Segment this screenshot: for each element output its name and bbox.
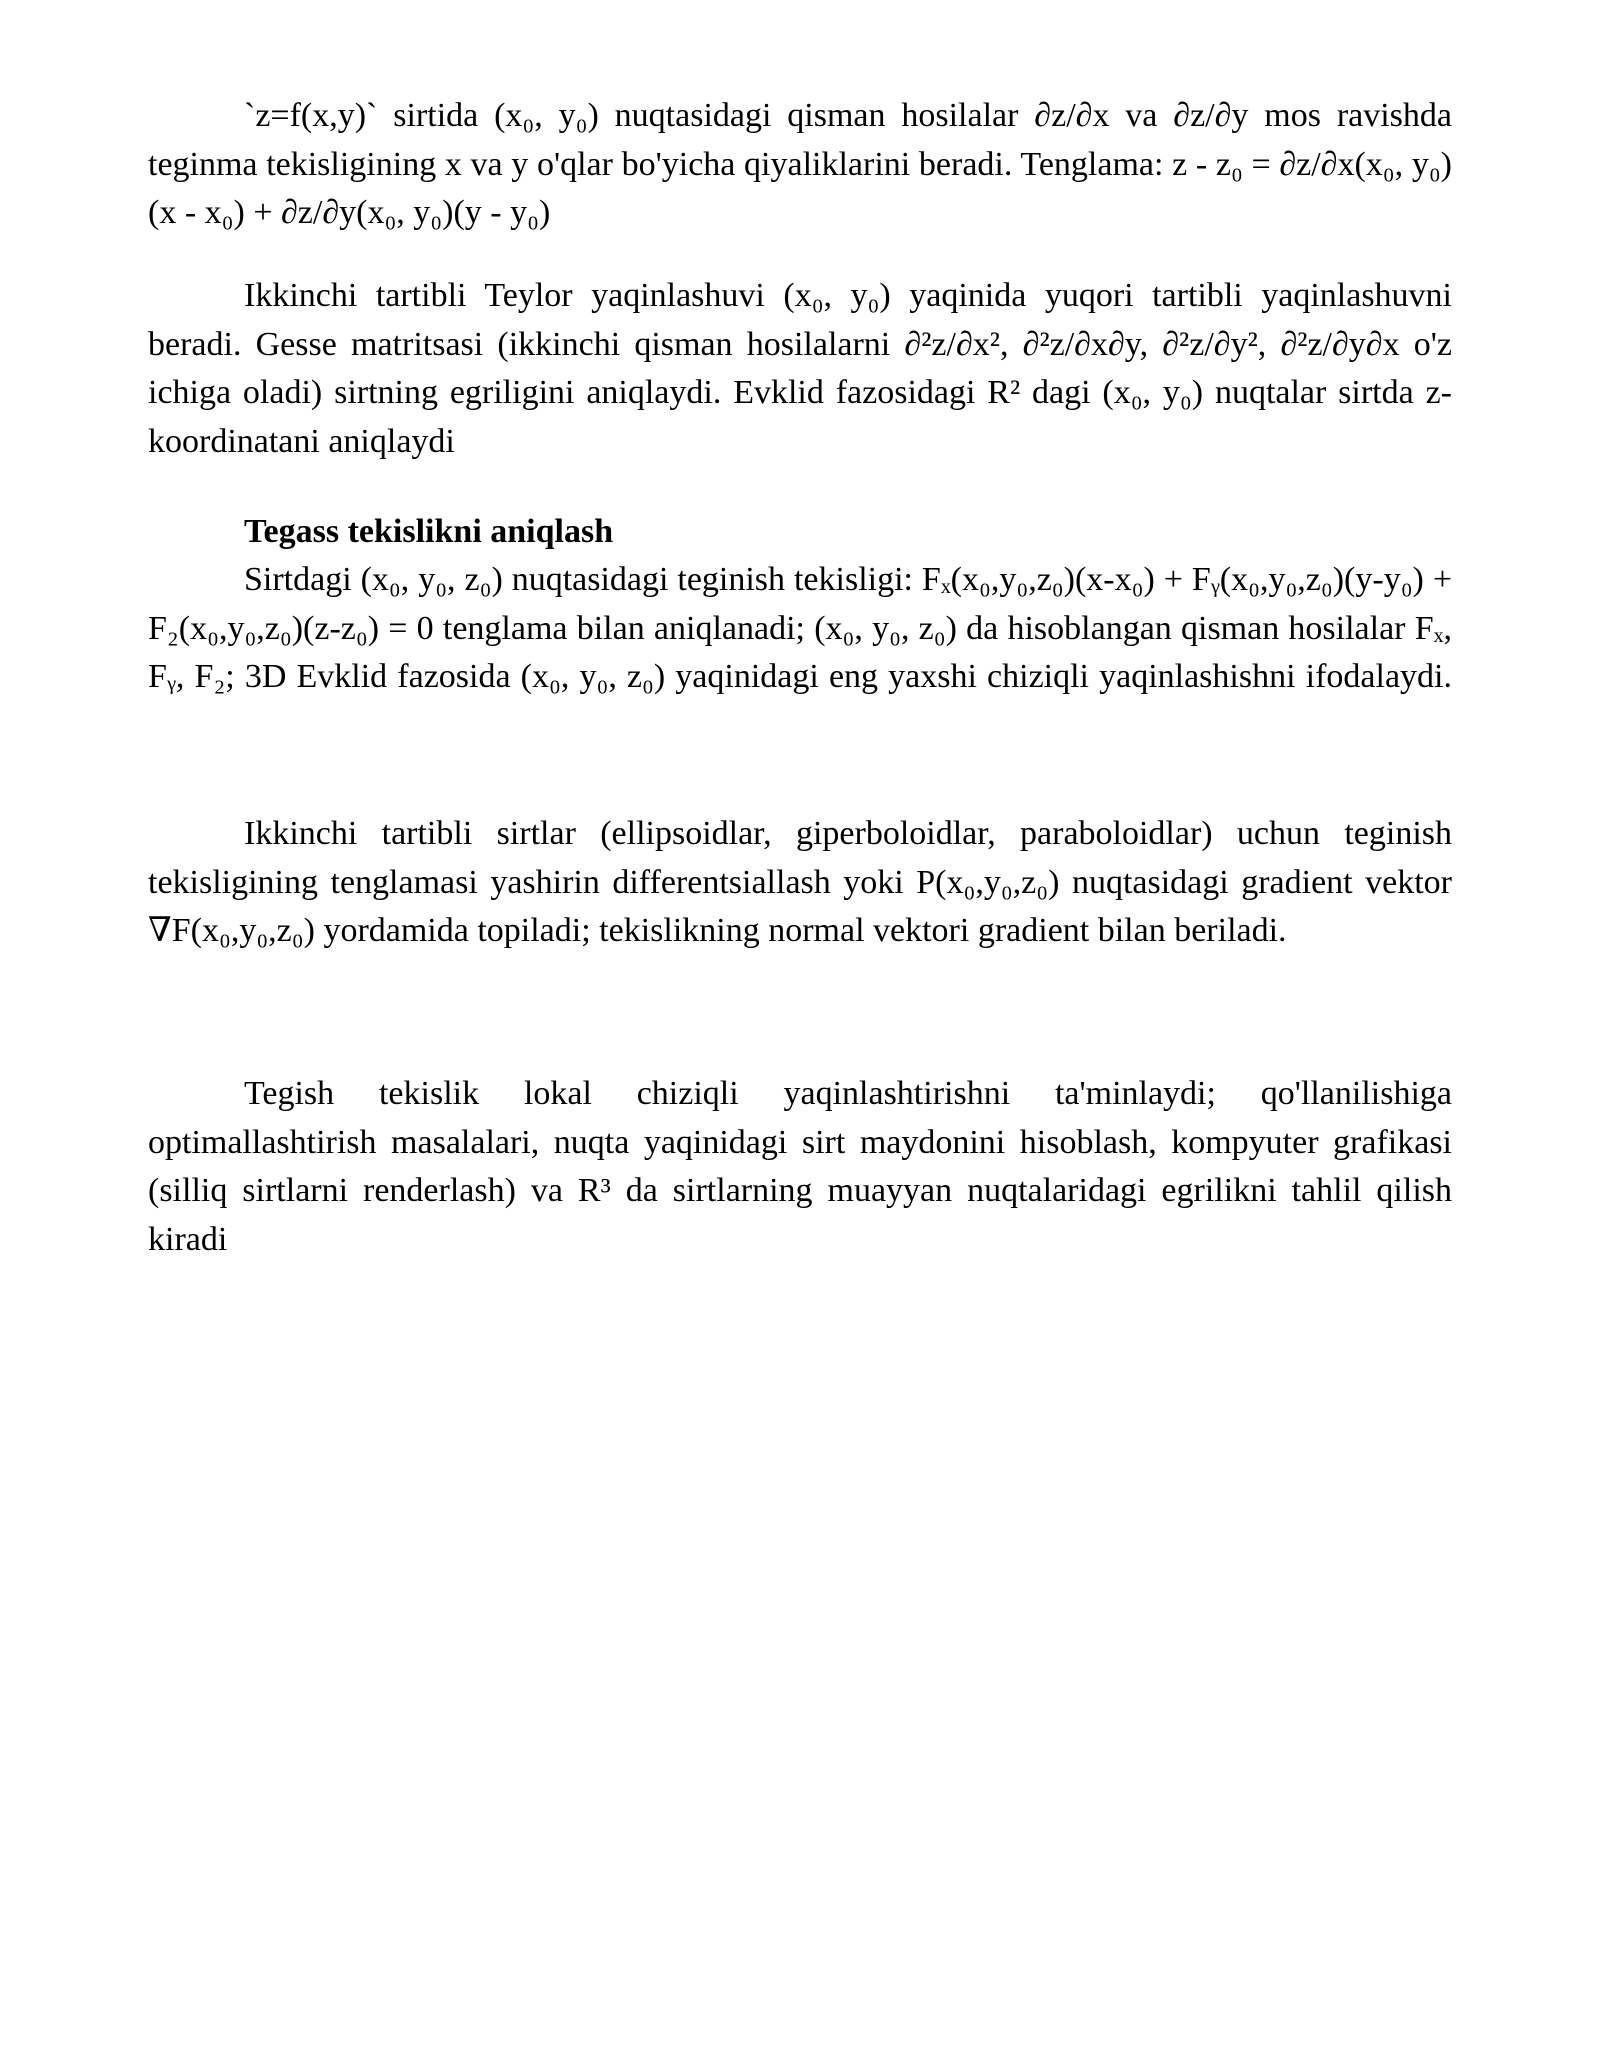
section-heading: Tegass tekislikni aniqlash	[244, 513, 614, 550]
paragraph-partial-derivatives: `z=f(x,y)` sirtida (x₀, y₀) nuqtasidagi qisman hosilalar ∂z/∂x va ∂z/∂y mos ravishda teginma tekisligining x va y o'qlar bo'yicha qiyaliklarini beradi. Tenglama: z - z₀ = ∂z/∂x(x₀, y₀)(x - x₀) + ∂z/∂y(x₀, y₀)(y - y₀)	[148, 97, 1452, 231]
paragraph-taylor-hessian: Ikkinchi tartibli Teylor yaqinlashuvi (x₀, y₀) yaqinida yuqori tartibli yaqinlashuvni beradi. Gesse matritsasi (ikkinchi qisman hosilalarni ∂²z/∂x², ∂²z/∂x∂y, ∂²z/∂y², ∂²z/∂y∂x o'z ichiga oladi) sirtning egriligini aniqlaydi. Evklid fazosidagi R² dagi (x₀, y₀) nuqtalar sirtda z-koordinatani aniqlaydi	[148, 277, 1452, 460]
paragraph-second-order-surfaces: Ikkinchi tartibli sirtlar (ellipsoidlar, giperboloidlar, paraboloidlar) uchun teginish tekisligining tenglamasi yashirin differentsiallash yoki P(x₀,y₀,z₀) nuqtasidagi gradient vektor ∇F(x₀,y₀,z₀) yordamida topiladi; tekislikning normal vektori gradient bilan beriladi.	[148, 815, 1452, 949]
paragraph-tangent-plane-equation: Sirtdagi (x₀, y₀, z₀) nuqtasidagi teginish tekisligi: Fₓ(x₀,y₀,z₀)(x-x₀) + Fᵧ(x₀,y₀,z₀)(y-y₀) + F₂(x₀,y₀,z₀)(z-z₀) = 0 tenglama bilan aniqlanadi; (x₀, y₀, z₀) da hisoblangan qisman hosilalar Fₓ, Fᵧ, F₂; 3D Evklid fazosida (x₀, y₀, z₀) yaqinidagi eng yaxshi chiziqli yaqinlashishni ifodalaydi.	[148, 561, 1452, 695]
paragraph-applications: Tegish tekislik lokal chiziqli yaqinlashtirishni ta'minlaydi; qo'llanilishiga optimallashtirish masalalari, nuqta yaqinidagi sirt maydonini hisoblash, kompyuter grafikasi (silliq sirtlarni renderlash) va R³ da sirtlarning muayyan nuqtalaridagi egrilikni tahlil qilish kiradi	[148, 1075, 1452, 1258]
